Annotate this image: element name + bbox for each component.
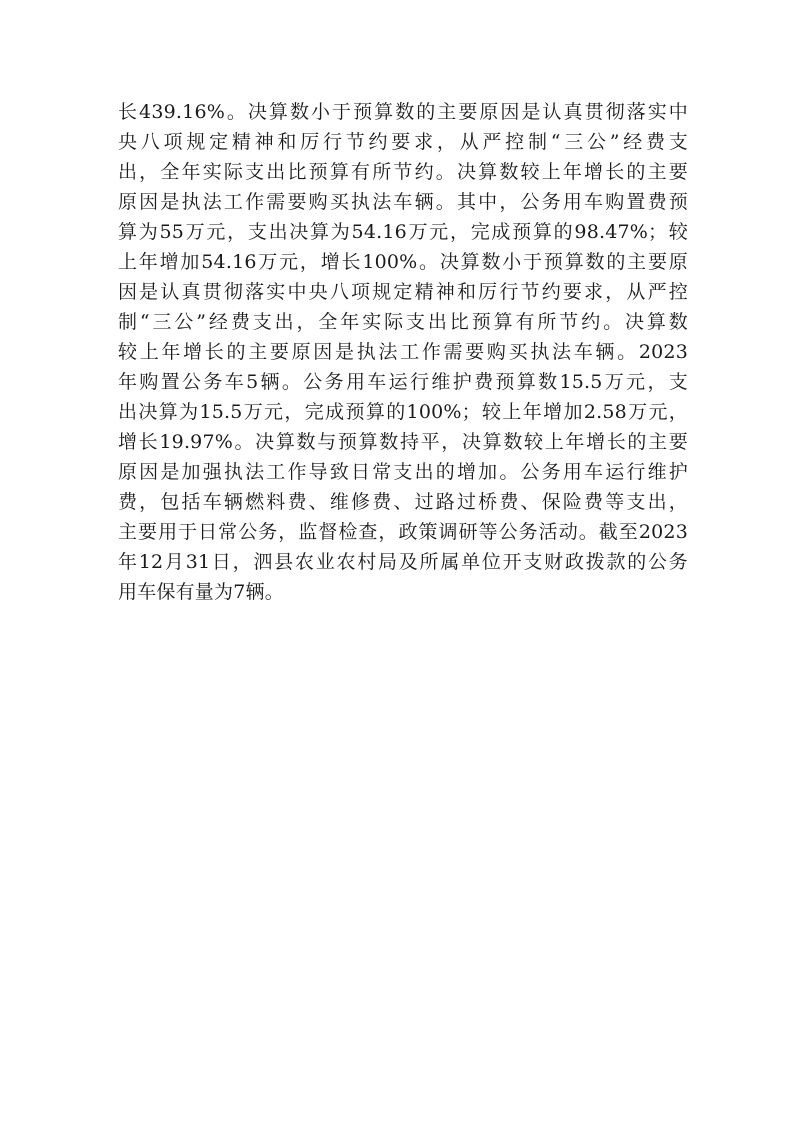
text-line: 年购置公务车5辆。公务用车运行维护费预算数15.5万元，支 [118,371,688,393]
text-line: 用车保有量为7辆。 [118,581,284,603]
text-line: 原因是执法工作需要购买执法车辆。其中，公务用车购置费预 [118,191,688,213]
text-line: 较上年增长的主要原因是执法工作需要购买执法车辆。2023 [118,341,688,363]
text-line: 增长19.97%。决算数与预算数持平，决算数较上年增长的主要 [118,431,688,453]
text-line: 出决算为15.5万元，完成预算的100%；较上年增加2.58万元， [118,401,688,423]
text-line: 费，包括车辆燃料费、维修费、过路过桥费、保险费等支出， [118,491,688,513]
text-line: 上年增加54.16万元，增长100%。决算数小于预算数的主要原 [118,251,688,273]
text-line: 央八项规定精神和厉行节约要求，从严控制“三公”经费支 [118,131,688,153]
text-line: 算为55万元，支出决算为54.16万元，完成预算的98.47%；较 [118,221,688,243]
text-line: 原因是加强执法工作导致日常支出的增加。公务用车运行维护 [118,461,688,483]
text-line: 制“三公”经费支出，全年实际支出比预算有所节约。决算数 [118,311,688,333]
text-line: 长439.16%。决算数小于预算数的主要原因是认真贯彻落实中 [118,101,688,123]
text-line: 出，全年实际支出比预算有所节约。决算数较上年增长的主要 [118,161,688,183]
text-line: 主要用于日常公务，监督检查，政策调研等公务活动。截至2023 [118,521,688,543]
text-line: 年12月31日，泗县农业农村局及所属单位开支财政拨款的公务 [118,551,688,573]
body-text [118,97,688,607]
text-line: 因是认真贯彻落实中央八项规定精神和厉行节约要求，从严控 [118,281,688,303]
